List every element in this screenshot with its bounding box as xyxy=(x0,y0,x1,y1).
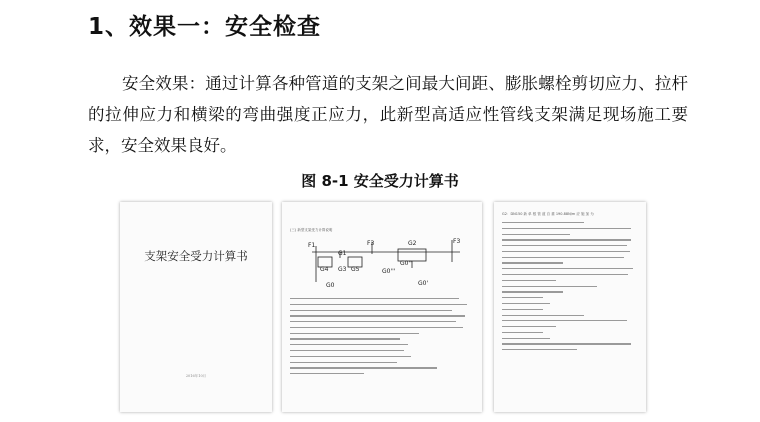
figure-caption: 图 8-1 安全受力计算书 xyxy=(301,172,459,190)
label-g0ppp: G0''' xyxy=(382,268,396,275)
body-paragraph: 安全效果：通过计算各种管道的支架之间最大间距、膨胀螺栓剪切应力、拉杆的拉伸应力和横梁的弯曲强度正应力，此新型高适应性管线支架满足现场施工要求，安全效果良好。 xyxy=(88,74,688,155)
doc3-header: G2：DN150 新 单 根 管 道 自 重 190.88N/m 应 施 加 为 xyxy=(502,212,594,216)
label-f3: F3 xyxy=(367,240,375,247)
label-g4: G4 xyxy=(320,266,329,273)
support-load-diagram xyxy=(282,202,482,297)
doc3-text-lines xyxy=(502,222,638,355)
label-f1: F1 xyxy=(308,242,316,249)
document-image-cover xyxy=(120,202,272,412)
section-heading: 1、效果一：安全检查 xyxy=(88,14,322,40)
label-g0p: G0' xyxy=(418,280,429,287)
label-f3b: F3 xyxy=(453,238,461,245)
label-g0pp: G0'' xyxy=(400,260,412,267)
label-g3: G3 xyxy=(338,266,347,273)
doc2-header: (三) 新型支架受力计算说明 xyxy=(290,228,333,232)
cover-date: 2016年10月 xyxy=(185,374,207,378)
cover-title: 支架安全受力计算书 xyxy=(144,249,248,263)
label-g2: G2 xyxy=(408,240,417,247)
label-g0: G0 xyxy=(326,282,335,289)
doc2-text-lines xyxy=(290,298,474,379)
document-image-calculation xyxy=(494,202,646,412)
label-g1: G1 xyxy=(338,250,347,257)
document-image-diagram xyxy=(282,202,482,412)
label-g5: G5 xyxy=(351,266,360,273)
